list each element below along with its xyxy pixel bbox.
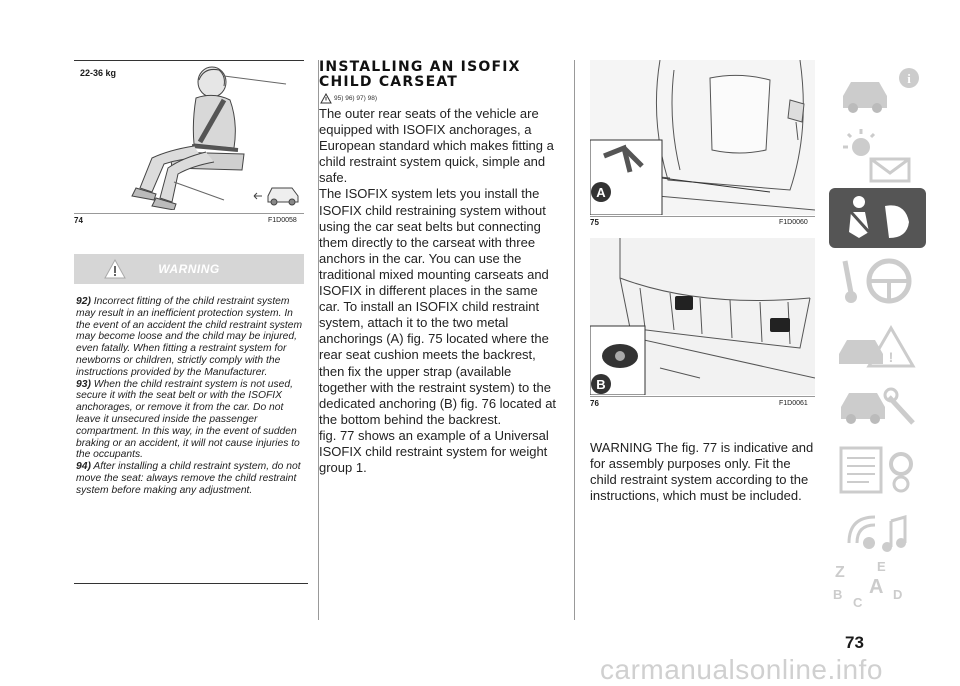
warning-bottom-rule xyxy=(74,583,308,584)
page-number: 73 xyxy=(845,633,864,652)
car-location-icon xyxy=(254,188,298,205)
heading-line: CHILD CARSEAT xyxy=(319,74,459,90)
figure-rule xyxy=(590,396,815,397)
paragraph: fig. 77 shows an example of a Universal ISOFIX child restraint system for weight group 1. xyxy=(319,427,549,476)
figure-rule xyxy=(74,213,304,214)
warning-item-number: 93) xyxy=(76,378,91,390)
figure-code: F1D0060 xyxy=(779,219,808,226)
warning-title: WARNING xyxy=(158,262,220,276)
tab-multimedia[interactable] xyxy=(829,440,926,500)
tab-multimedia-nav[interactable] xyxy=(829,503,926,563)
figure-75 xyxy=(590,60,815,215)
callout-b-label: B xyxy=(596,377,606,392)
warning-header xyxy=(74,254,304,284)
svg-text:D: D xyxy=(893,587,903,602)
figure-code: F1D0058 xyxy=(268,217,297,224)
weight-label: 22-36 kg xyxy=(80,68,117,78)
warning-item-text: After installing a child restraint system, do not move the seat: always remove the child restraint system before making any adjustment. xyxy=(76,461,301,496)
warning-item-number: 92) xyxy=(76,296,91,307)
warning-item xyxy=(76,296,308,379)
column-divider xyxy=(574,60,575,620)
svg-text:B: B xyxy=(833,587,843,602)
figure-number: 76 xyxy=(590,399,599,408)
dashboard-info-icon xyxy=(829,62,926,122)
svg-text:C: C xyxy=(853,595,863,610)
emergency-icon xyxy=(829,314,926,374)
tab-emergency[interactable] xyxy=(829,314,926,374)
figure-76 xyxy=(590,238,815,395)
svg-text:Z: Z xyxy=(835,564,845,581)
tab-lights-messages[interactable] xyxy=(829,125,926,185)
figure-note: WARNING The fig. 77 is indicative and for assembly purposes only. Fit the child restraint system according to the instructions, which must be included. xyxy=(590,440,814,504)
warning-item-number: 94) xyxy=(76,461,91,473)
isofix-anchor-illustration xyxy=(590,60,815,215)
warning-item-text: Incorrect fitting of the child restraint system may result in an inefficient protection system. In the event of an accident the child restraint system may become loose and the child may be injured, even fatally. When fitting a restraint system for newborns or children, strictly comply with the instructions provided by the Manufacturer. xyxy=(76,296,303,378)
lights-messages-icon xyxy=(829,125,926,185)
upper-strap-anchor-illustration xyxy=(590,238,815,395)
figure-code: F1D0061 xyxy=(779,400,808,407)
tab-starting-driving[interactable] xyxy=(829,251,926,311)
warning-references: 95) 96) 97) 98) xyxy=(334,95,377,102)
figure-number: 75 xyxy=(590,218,599,227)
figure-rule xyxy=(590,216,815,217)
maintenance-icon xyxy=(829,377,926,437)
tab-safety[interactable] xyxy=(829,188,926,248)
watermark: carmanualsonline.info xyxy=(600,654,883,685)
section-heading xyxy=(319,60,559,90)
safety-icon xyxy=(829,188,926,248)
child-seat-illustration xyxy=(74,62,304,210)
figure-number: 74 xyxy=(74,216,83,225)
warning-item-text: When the child restraint system is not used, secure it with the seat belt or with the ISOFIX anchorages, or remove it from the car. Do not leave it unsecured inside the passenger compartment. In this way, in the event of sudden braking or an accident, it will not cause injuries to the occupants. xyxy=(76,378,300,461)
starting-driving-icon xyxy=(829,251,926,311)
warning-triangle-icon xyxy=(320,93,332,104)
index-icon xyxy=(829,555,926,610)
heading-line: INSTALLING AN ISOFIX xyxy=(319,59,521,75)
callout-a-label: A xyxy=(596,185,606,200)
svg-text:i: i xyxy=(907,71,911,86)
tab-index[interactable] xyxy=(829,555,926,610)
warning-item xyxy=(76,379,308,462)
tab-dashboard-info[interactable] xyxy=(829,62,926,122)
warning-body xyxy=(76,296,308,497)
warning-item xyxy=(76,461,308,496)
paragraph: The outer rear seats of the vehicle are equipped with ISOFIX anchorages, a European standard which makes fitting a child restraint system quick, simple and safe. xyxy=(319,106,554,186)
svg-text:E: E xyxy=(877,559,886,574)
svg-text:!: ! xyxy=(888,349,894,365)
figure-74 xyxy=(74,62,304,210)
section-body xyxy=(319,106,561,476)
navigation-media-icon xyxy=(829,503,926,563)
multimedia-icon xyxy=(829,440,926,500)
svg-text:A: A xyxy=(869,576,884,598)
paragraph: The ISOFIX system lets you install the ISOFIX child restraining system without using the car seat belts but connecting them directly to the carseat with three anchors in the car. You can use the traditional mixed mounting carseats and ISOFIX in different places in the same car. To install an ISOFIX child restraint system, attach it to the two metal anchorings (A) fig. 75 located where the rear seat cushion meets the backrest, then fix the upper strap (available together with the restraint system) to the dedicated anchoring (B) fig. 76 located at the bottom behind the backrest. xyxy=(319,186,557,427)
top-rule xyxy=(74,60,304,61)
tab-maintenance[interactable] xyxy=(829,377,926,437)
